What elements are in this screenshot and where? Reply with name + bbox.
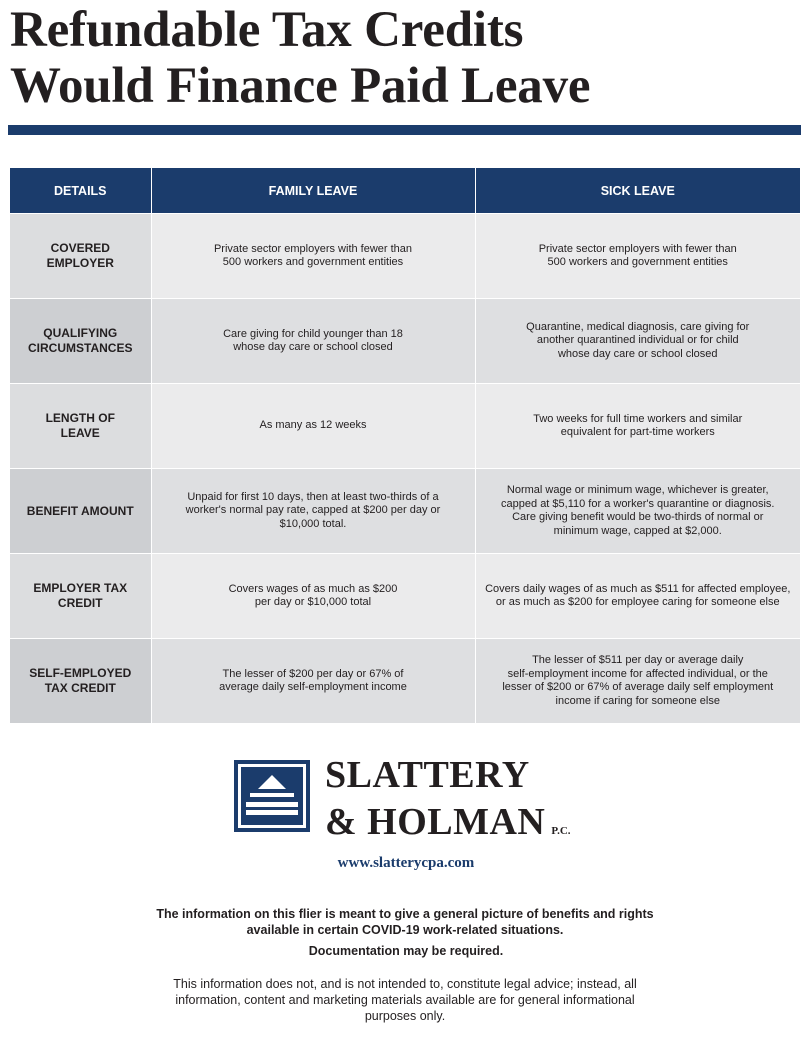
row-detail-text: QUALIFYING CIRCUMSTANCES bbox=[28, 326, 133, 355]
table-row bbox=[10, 299, 800, 384]
table-row bbox=[10, 639, 800, 724]
sick-leave-text: The lesser of $511 per day or average daily self-employment income for affected individual, or the lesser of $200 or 67% of average daily self employment income if caring for someone else bbox=[502, 654, 774, 707]
leave-comparison-table bbox=[10, 168, 800, 723]
sick-leave-cell bbox=[475, 299, 800, 384]
row-detail-label bbox=[10, 554, 151, 639]
family-leave-cell bbox=[151, 214, 475, 299]
row-detail-text: EMPLOYER TAX CREDIT bbox=[33, 581, 128, 610]
sick-leave-text: Quarantine, medical diagnosis, care giving for another quarantined individual or for child whose day care or school closed bbox=[526, 320, 750, 360]
family-leave-text: Covers wages of as much as $200 per day or $10,000 total bbox=[228, 582, 398, 608]
family-leave-cell bbox=[151, 384, 475, 469]
sick-leave-text: Normal wage or minimum wage, whichever is greater, capped at $5,110 for a worker's quarantine or diagnosis. Care giving benefit would be two-thirds of normal or minimum wage, capped at $2,000. bbox=[501, 484, 775, 537]
documentation-note: Documentation may be required. bbox=[308, 944, 504, 958]
table-header-row bbox=[10, 168, 800, 214]
row-detail-label bbox=[10, 384, 151, 469]
table-row bbox=[10, 554, 800, 639]
sick-leave-cell bbox=[475, 214, 800, 299]
sick-leave-text: Private sector employers with fewer than 500 workers and government entities bbox=[538, 242, 737, 268]
family-leave-text: Care giving for child younger than 18 whose day care or school closed bbox=[223, 327, 403, 353]
brand-name-text: & HOLMAN bbox=[325, 801, 546, 843]
header-details: DETAILS bbox=[10, 168, 151, 214]
row-detail-text: COVERED EMPLOYER bbox=[46, 241, 114, 270]
table-row bbox=[10, 469, 800, 554]
sick-leave-cell bbox=[475, 384, 800, 469]
sick-leave-text: Two weeks for full time workers and similar equivalent for part-time workers bbox=[533, 412, 743, 438]
brand-name-line-1: SLATTERY bbox=[325, 754, 530, 796]
title-line-2: Would Finance Paid Leave bbox=[10, 58, 591, 114]
row-detail-label bbox=[10, 214, 151, 299]
header-family-leave: FAMILY LEAVE bbox=[151, 168, 475, 214]
family-leave-cell bbox=[151, 554, 475, 639]
legal-disclaimer: This information does not, and is not intended to, constitute legal advice; instead, all information, content and marketing materials available are for general informational purposes only. bbox=[173, 977, 637, 1023]
title-divider bbox=[8, 125, 801, 135]
row-detail-label bbox=[10, 299, 151, 384]
family-leave-text: As many as 12 weeks bbox=[259, 419, 367, 432]
family-leave-text: Private sector employers with fewer than 500 workers and government entities bbox=[213, 242, 413, 268]
information-notice: The information on this flier is meant to give a general picture of benefits and rights available in certain COVID-19 work-related situations. bbox=[156, 907, 654, 937]
firm-logo-icon bbox=[234, 760, 310, 832]
table-row bbox=[10, 384, 800, 469]
row-detail-label bbox=[10, 639, 151, 724]
row-detail-label bbox=[10, 469, 151, 554]
brand-suffix: P.C. bbox=[551, 825, 571, 837]
family-leave-cell bbox=[151, 299, 475, 384]
row-detail-text: SELF-EMPLOYED TAX CREDIT bbox=[29, 666, 132, 695]
website-link[interactable]: www.slatterycpa.com bbox=[337, 855, 475, 871]
row-detail-text: LENGTH OF LEAVE bbox=[45, 411, 115, 440]
table-row bbox=[10, 214, 800, 299]
sick-leave-text: Covers daily wages of as much as $511 for affected employee, or as much as $200 for employee caring for someone else bbox=[485, 582, 791, 608]
row-detail-text: BENEFIT AMOUNT bbox=[26, 503, 134, 518]
family-leave-cell bbox=[151, 639, 475, 724]
sick-leave-cell bbox=[475, 554, 800, 639]
family-leave-text: The lesser of $200 per day or 67% of average daily self-employment income bbox=[219, 667, 407, 693]
family-leave-cell bbox=[151, 469, 475, 554]
sick-leave-cell bbox=[475, 639, 800, 724]
brand-name-line-2 bbox=[325, 800, 571, 853]
family-leave-text: Unpaid for first 10 days, then at least two-thirds of a worker's normal pay rate, capped at $200 per day or $10,000 total. bbox=[185, 490, 441, 530]
title-line-1: Refundable Tax Credits bbox=[10, 2, 524, 58]
header-sick-leave: SICK LEAVE bbox=[475, 168, 800, 214]
page-title bbox=[10, 2, 590, 114]
sick-leave-cell bbox=[475, 469, 800, 554]
